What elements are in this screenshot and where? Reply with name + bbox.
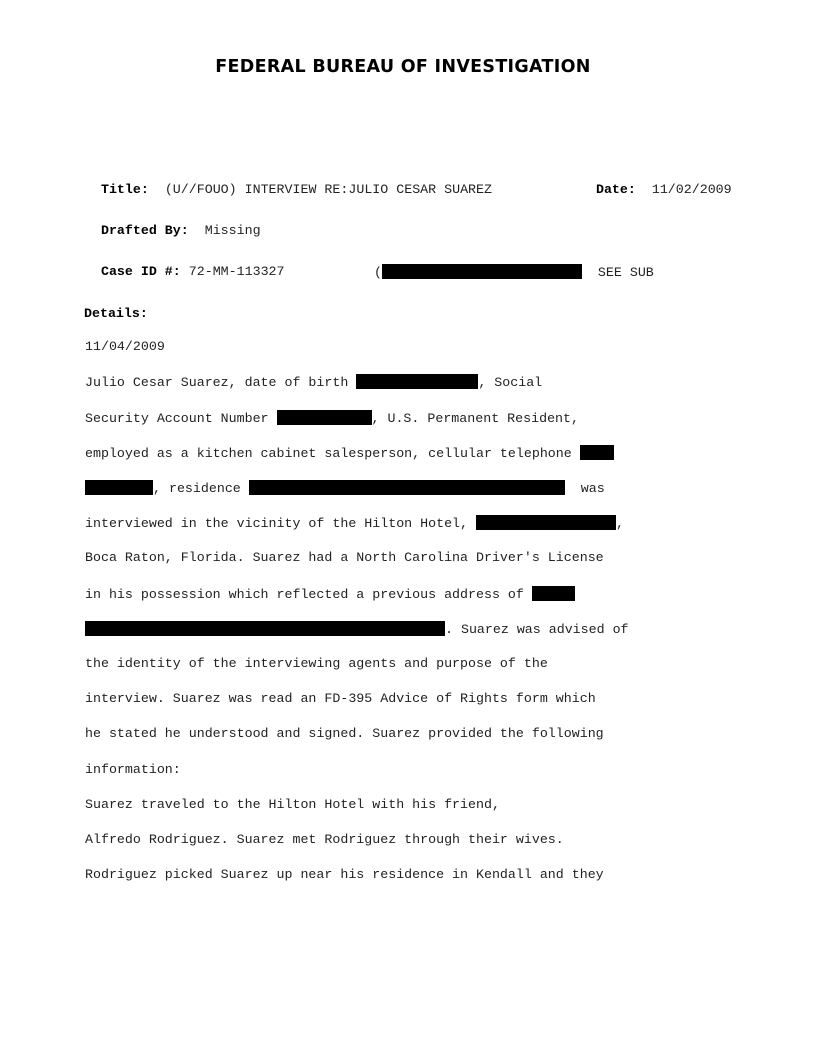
body-line-3 [85, 445, 614, 462]
body-text: in his possession which reflected a previous address of [85, 587, 532, 602]
details-date: 11/04/2009 [85, 339, 165, 354]
title-row [85, 166, 492, 198]
title-label: Title: [100, 182, 149, 197]
body-text: , U.S. Permanent Resident, [371, 411, 579, 426]
case-redaction-group [358, 248, 654, 281]
body-line-2 [85, 410, 579, 427]
body-line-1 [85, 374, 542, 391]
body-text: , [616, 516, 624, 531]
body-line-6: Boca Raton, Florida. Suarez had a North Carolina Driver's License [85, 550, 604, 565]
redaction-bar [249, 480, 565, 495]
body-text: Security Account Number [85, 411, 277, 426]
redaction-bar [476, 515, 616, 530]
details-label: Details: [84, 306, 148, 321]
case-value: 72-MM-113327 [188, 264, 285, 279]
body-line-10: interview. Suarez was read an FD-395 Advice of Rights form which [85, 691, 596, 706]
body-line-14: Alfredo Rodriguez. Suarez met Rodriguez through their wives. [85, 832, 564, 847]
redaction-bar [580, 445, 614, 460]
body-text: Julio Cesar Suarez, date of birth [85, 375, 357, 390]
date-row [580, 166, 732, 198]
body-line-9: the identity of the interviewing agents and purpose of the [85, 656, 548, 671]
body-line-11: he stated he understood and signed. Suarez provided the following [85, 726, 604, 741]
drafted-label: Drafted By: [100, 223, 189, 238]
case-label: Case ID #: [100, 264, 181, 279]
body-line-4 [85, 480, 605, 497]
body-text: , residence [153, 481, 249, 496]
redaction-bar [532, 586, 575, 601]
redaction-bar [356, 374, 478, 389]
drafted-row [85, 207, 261, 239]
body-text: employed as a kitchen cabinet salesperson, cellular telephone [85, 446, 580, 461]
case-row [85, 248, 285, 280]
body-line-15: Rodriguez picked Suarez up near his residence in Kendall and they [85, 867, 604, 882]
date-label: Date: [595, 182, 636, 197]
body-text: interviewed in the vicinity of the Hilton Hotel, [85, 516, 476, 531]
date-value: 11/02/2009 [651, 182, 732, 197]
body-text: . Suarez was advised of [445, 622, 629, 637]
case-see-sub: SEE SUB [597, 265, 654, 280]
body-line-7 [85, 586, 575, 603]
redaction-bar [85, 480, 153, 495]
redaction-bar [277, 410, 372, 425]
body-line-5 [85, 515, 624, 532]
redaction-bar [382, 264, 582, 279]
case-open-paren: ( [373, 265, 382, 280]
body-text: was [580, 481, 605, 496]
redaction-bar [85, 621, 445, 636]
drafted-value: Missing [204, 223, 261, 238]
body-line-8 [85, 621, 629, 638]
body-text: , Social [478, 375, 543, 390]
title-value: (U//FOUO) INTERVIEW RE:JULIO CESAR SUAREZ [164, 182, 492, 197]
agency-heading: FEDERAL BUREAU OF INVESTIGATION [215, 57, 591, 77]
body-line-13: Suarez traveled to the Hilton Hotel with his friend, [85, 797, 500, 812]
body-line-12: information: [85, 762, 181, 777]
